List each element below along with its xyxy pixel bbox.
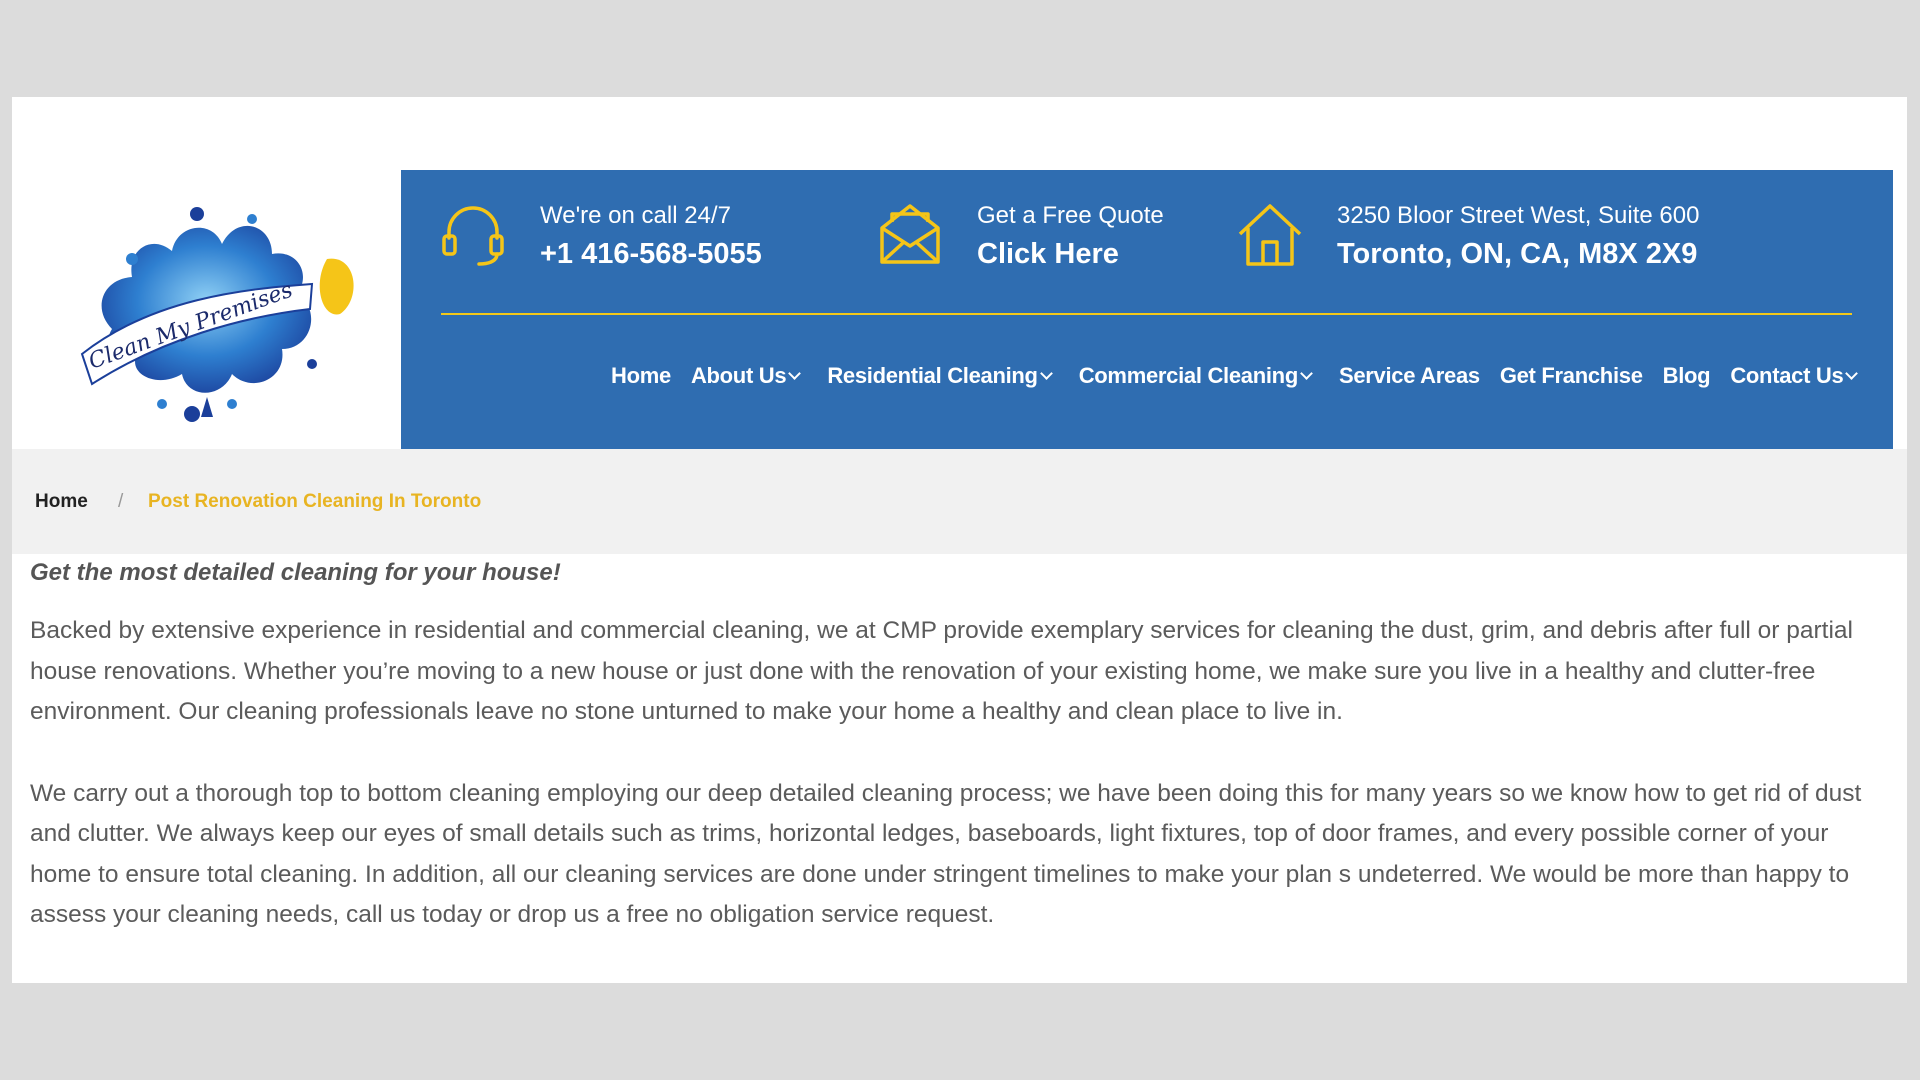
logo[interactable] xyxy=(72,189,372,429)
breadcrumb-home-link[interactable]: Home xyxy=(35,491,88,512)
headset-icon xyxy=(439,200,507,268)
breadcrumb-separator: / xyxy=(118,491,124,512)
contact-address xyxy=(1236,198,1756,278)
svg-text:Clean My Premises: Clean My Premises xyxy=(85,277,297,375)
nav-home[interactable] xyxy=(611,363,671,389)
contact-quote-link[interactable]: Click Here xyxy=(977,238,1119,270)
chevron-down-icon xyxy=(1846,367,1859,380)
contact-address-line1: 3250 Bloor Street West, Suite 600 xyxy=(1337,202,1700,229)
clean-my-premises-logo xyxy=(72,189,372,429)
breadcrumb-current: Post Renovation Cleaning In Toronto xyxy=(148,491,482,512)
nav-service-areas-label: Service Areas xyxy=(1338,363,1480,388)
contact-address-line2: Toronto, ON, CA, M8X 2X9 xyxy=(1337,238,1698,270)
nav-get-franchise[interactable] xyxy=(1500,363,1643,389)
header-divider xyxy=(441,313,1852,315)
nav-commercial-cleaning[interactable] xyxy=(1079,363,1311,389)
nav-residential-cleaning[interactable] xyxy=(827,363,1050,389)
nav-contact-us[interactable] xyxy=(1730,363,1856,389)
nav-residential-cleaning-label: Residential Cleaning xyxy=(827,363,1038,388)
nav-blog[interactable] xyxy=(1663,363,1711,389)
main-content xyxy=(30,559,1890,977)
contact-phone-caption: We're on call 24/7 xyxy=(540,202,731,229)
house-icon xyxy=(1236,200,1304,268)
header-bar xyxy=(401,170,1893,458)
chevron-down-icon xyxy=(788,367,801,380)
nav-blog-label: Blog xyxy=(1662,363,1711,388)
content-lead: Get the most detailed cleaning for your house! xyxy=(30,559,561,586)
nav-about-us-label: About Us xyxy=(690,363,787,388)
page xyxy=(12,97,1907,983)
chevron-down-icon xyxy=(1040,367,1053,380)
contact-quote[interactable] xyxy=(876,198,1196,278)
nav-about-us[interactable] xyxy=(691,363,799,389)
nav-commercial-cleaning-label: Commercial Cleaning xyxy=(1078,363,1298,388)
contact-quote-caption: Get a Free Quote xyxy=(977,202,1164,229)
breadcrumb xyxy=(12,449,1907,554)
main-nav xyxy=(611,356,1863,396)
nav-service-areas[interactable] xyxy=(1339,363,1480,389)
content-paragraph: We carry out a thorough top to bottom cleaning employing our deep detailed cleaning process; we have been doing this for many years so we know how to get rid of dust and clutter. We always keep our eyes of small details such as trims, horizontal ledges, baseboards, light fixtures, top of door frames, and every possible corner of your home to ensure total cleaning. In addition, all our cleaning services are done under stringent timelines to make your plan s undeterred. We would be more than happy to assess your cleaning needs, call us today or drop us a free no obligation service request. xyxy=(30,779,1862,928)
nav-get-franchise-label: Get Franchise xyxy=(1499,363,1643,388)
chevron-down-icon xyxy=(1300,367,1313,380)
contact-phone[interactable] xyxy=(439,198,789,278)
content-paragraph: Backed by extensive experience in residential and commercial cleaning, we at CMP provide exemplary services for cleaning the dust, grim, and debris after full or partial house renovations. Whether you’re moving to a new house or just done with the renovation of your existing home, we make sure you live in a healthy and clutter-free environment. Our cleaning professionals leave no stone unturned to make your home a healthy and clean place to live in. xyxy=(30,617,1853,725)
envelope-icon xyxy=(876,200,944,268)
nav-contact-us-label: Contact Us xyxy=(1730,363,1844,388)
contact-phone-number[interactable]: +1 416-568-5055 xyxy=(540,238,762,270)
nav-home-label: Home xyxy=(611,363,671,388)
